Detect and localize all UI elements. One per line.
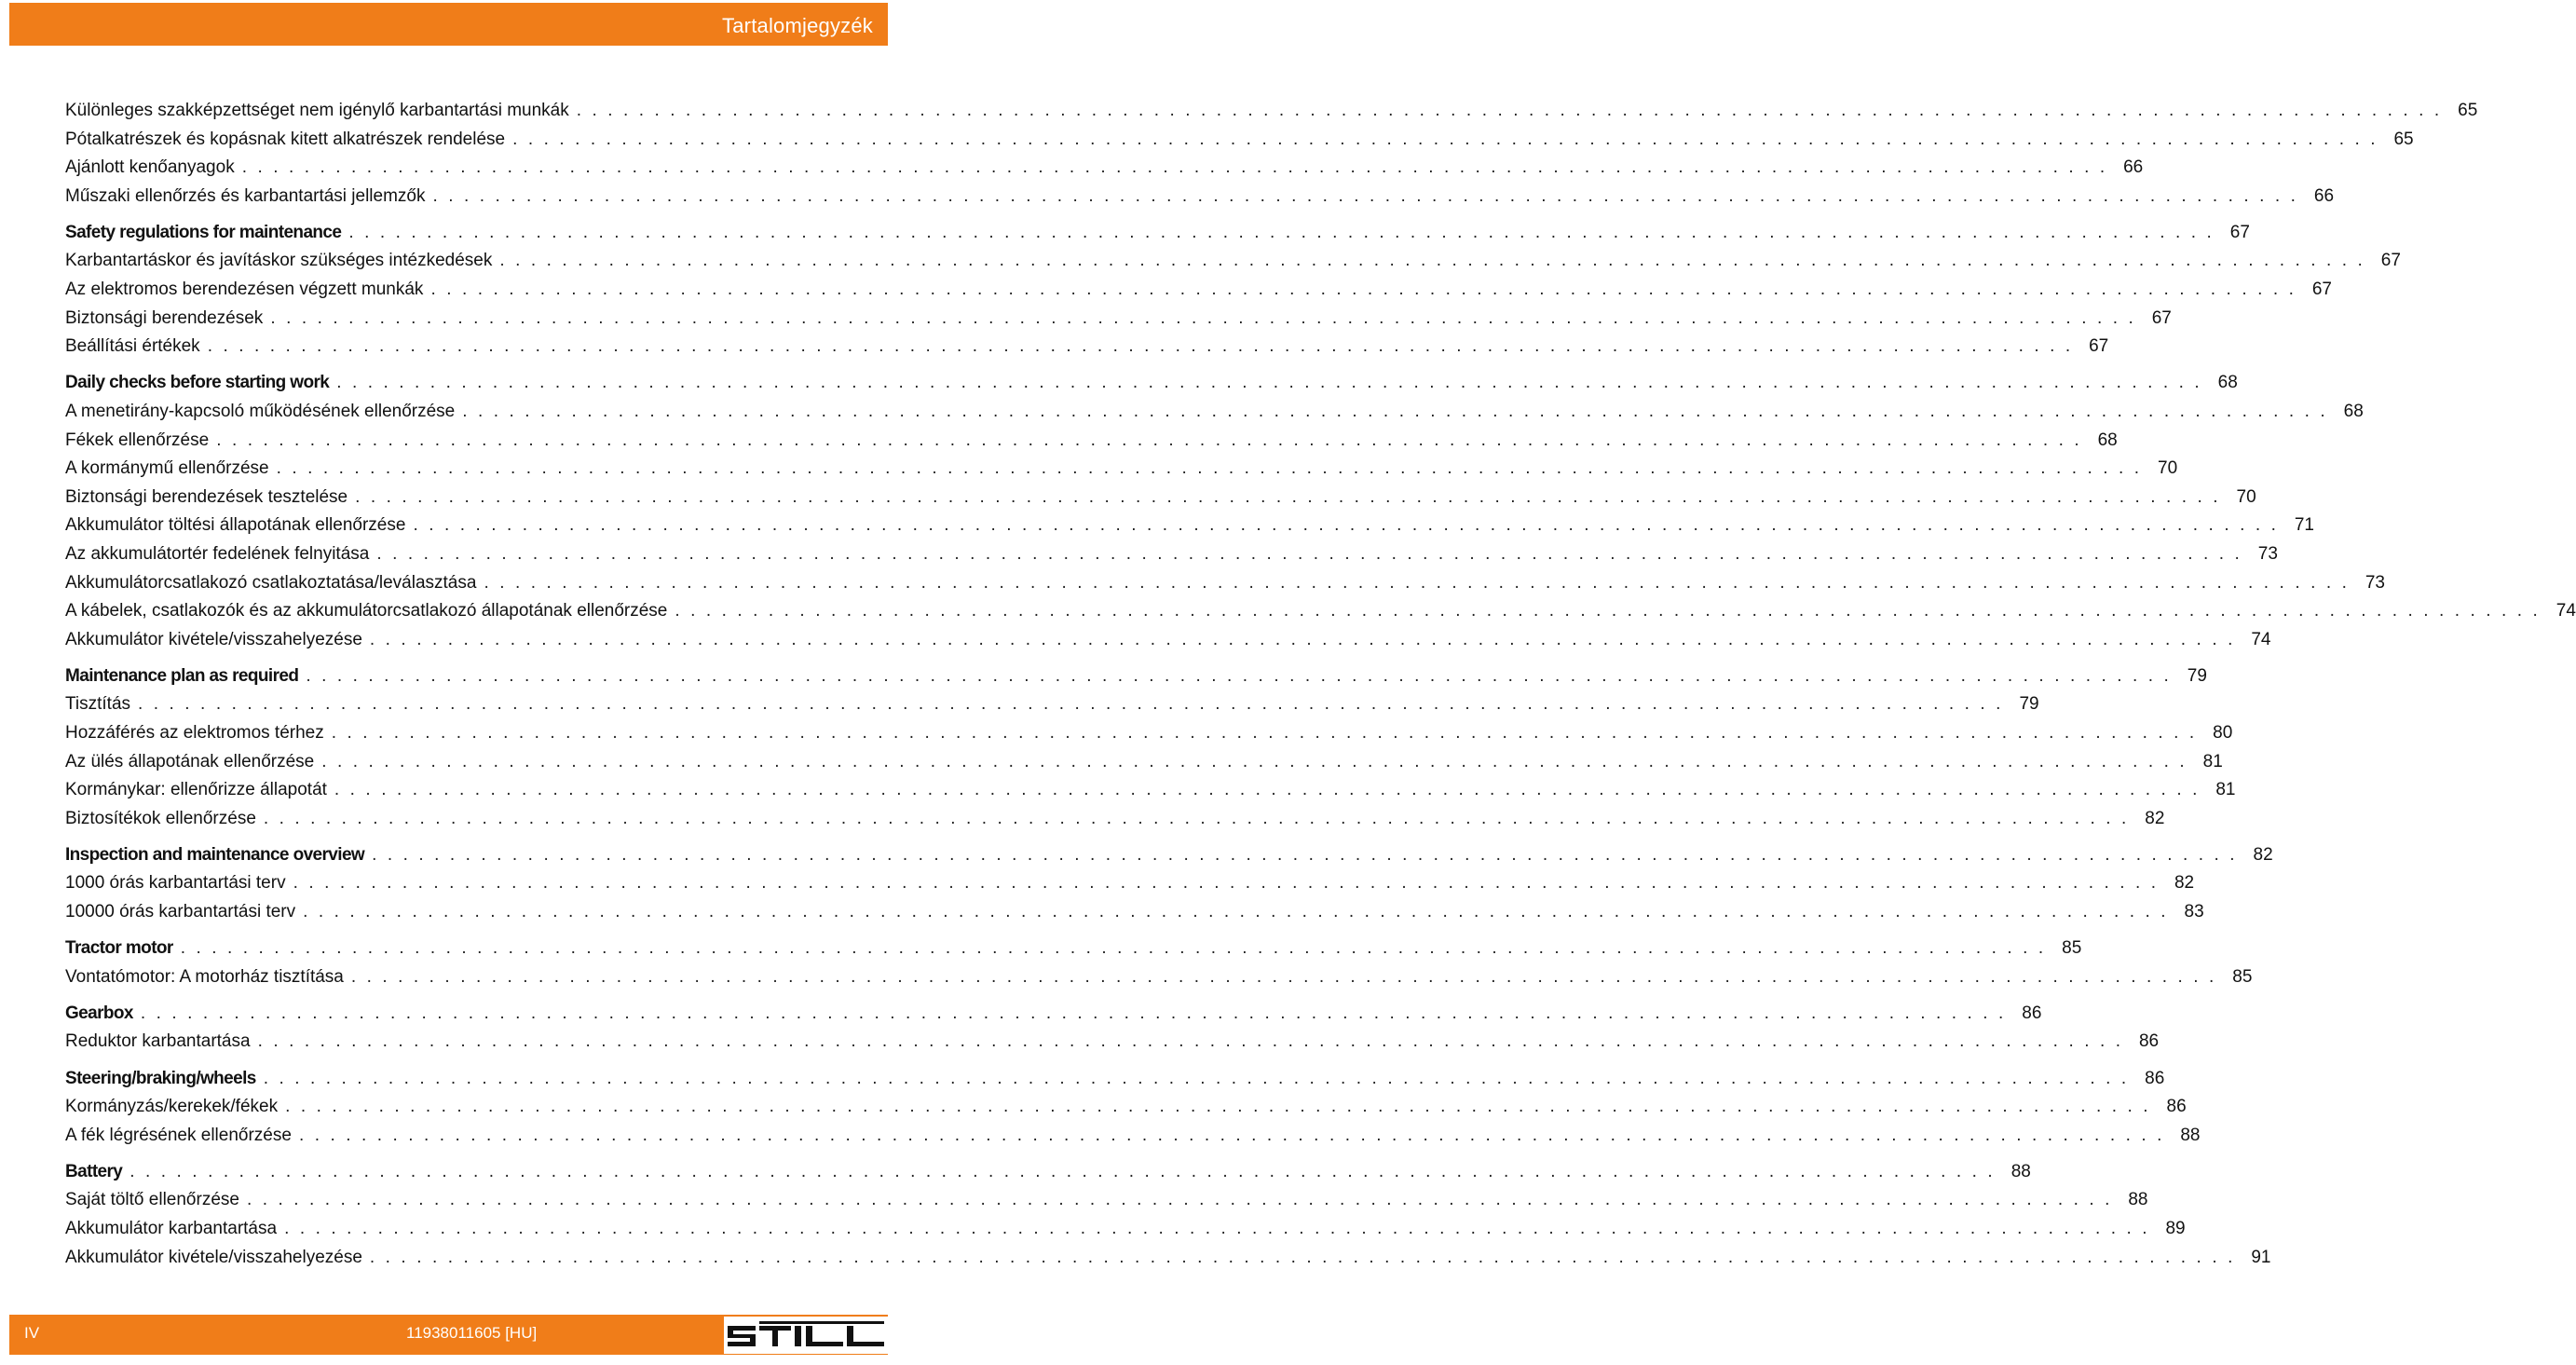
toc-leader-dots: . . . . . . . . . . . . . . . . . . . . . . . . . . . . . . . . . . . . . . . . . . . . . . . . . . . . . . . . . . . . . . . . . . . . . . . . . . . . . . . . . . . . . . . . . . . . . . . . . . . . . . . . . . . . . . . . . . . . . . . .: [675, 601, 2541, 621]
toc-entry-page: 79: [2019, 694, 2039, 715]
toc-entry-title: A kormánymű ellenőrzése: [65, 458, 269, 479]
toc-entry-page: 86: [2022, 1003, 2042, 1023]
toc-entry[interactable]: [65, 333, 2109, 362]
toc-entry[interactable]: [65, 455, 2178, 484]
toc-entry-page: 79: [2187, 665, 2207, 686]
footer-bar: [9, 1315, 888, 1355]
toc-entry-title: Az elektromos berendezésen végzett munkák: [65, 280, 424, 300]
toc-entry[interactable]: [65, 776, 2236, 805]
toc-entry-page: 82: [2145, 808, 2165, 828]
toc-entry-title: Kormányzás/kerekek/fékek: [65, 1097, 279, 1117]
toc-entry[interactable]: [65, 748, 2223, 777]
toc-section-heading[interactable]: [65, 935, 2082, 963]
table-of-contents: [65, 97, 2576, 1272]
toc-leader-dots: . . . . . . . . . . . . . . . . . . . . . . . . . . . . . . . . . . . . . . . . . . . . . . . . . . . . . . . . . . . . . . . . . . . . . . . . . . . . . . . . . . . . . . . . . . . . . . . . . . . . . . . . . . . . . . . . . . . . . . . .: [180, 938, 2047, 959]
toc-entry-title: A menetirány-kapcsoló működésének ellenőrzése: [65, 401, 456, 421]
toc-entry-title: Ajánlott kenőanyagok: [65, 157, 235, 178]
footer-document-number: 11938011605 [HU]: [406, 1324, 538, 1342]
toc-entry-title: Különleges szakképzettséget nem igénylő karbantartási munkák: [65, 101, 569, 120]
toc-entry[interactable]: [65, 540, 2278, 569]
toc-entry[interactable]: [65, 1093, 2187, 1122]
toc-leader-dots: . . . . . . . . . . . . . . . . . . . . . . . . . . . . . . . . . . . . . . . . . . . . . . . . . . . . . . . . . . . . . . . . . . . . . . . . . . . . . . . . . . . . . . . . . . . . . . . . . . . . . . . . . . . . . . . . . . . . . . . .: [350, 966, 2217, 987]
toc-entry[interactable]: [65, 805, 2165, 834]
toc-leader-dots: . . . . . . . . . . . . . . . . . . . . . . . . . . . . . . . . . . . . . . . . . . . . . . . . . . . . . . . . . . . . . . . . . . . . . . . . . . . . . . . . . . . . . . . . . . . . . . . . . . . . . . . . . . . . . . . . . . . . . . . .: [499, 251, 2365, 271]
toc-entry-title: Inspection and maintenance overview: [65, 844, 365, 865]
toc-entry-page: 88: [2010, 1161, 2031, 1181]
toc-entry-title: Akkumulátorcsatlakozó csatlakoztatása/leválasztása: [65, 572, 477, 593]
toc-entry-title: Biztonsági berendezések: [65, 307, 264, 328]
page-title: Tartalomjegyzék: [722, 14, 873, 37]
toc-entry-page: 83: [2184, 902, 2204, 922]
toc-entry-title: Safety regulations for maintenance: [65, 222, 342, 242]
toc-entry-page: 73: [2257, 543, 2278, 564]
toc-entry[interactable]: [65, 154, 2144, 183]
toc-leader-dots: . . . . . . . . . . . . . . . . . . . . . . . . . . . . . . . . . . . . . . . . . . . . . . . . . . . . . . . . . . . . . . . . . . . . . . . . . . . . . . . . . . . . . . . . . . . . . . . . . . . . . . . . . . . . . . . . . . . . . . . .: [336, 373, 2202, 393]
toc-entry-page: 74: [2251, 629, 2271, 649]
toc-leader-dots: . . . . . . . . . . . . . . . . . . . . . . . . . . . . . . . . . . . . . . . . . . . . . . . . . . . . . . . . . . . . . . . . . . . . . . . . . . . . . . . . . . . . . . . . . . . . . . . . . . . . . . . . . . . . . . . . . . . . . . . .: [270, 307, 2136, 328]
toc-entry[interactable]: [65, 1122, 2201, 1151]
toc-leader-dots: . . . . . . . . . . . . . . . . . . . . . . . . . . . . . . . . . . . . . . . . . . . . . . . . . . . . . . . . . . . . . . . . . . . . . . . . . . . . . . . . . . . . . . . . . . . . . . . . . . . . . . . . . . . . . . . . . . . . . . . .: [355, 486, 2221, 507]
toc-leader-dots: . . . . . . . . . . . . . . . . . . . . . . . . . . . . . . . . . . . . . . . . . . . . . . . . . . . . . . . . . . . . . . . . . . . . . . . . . . . . . . . . . . . . . . . . . . . . . . . . . . . . . . . . . . . . . . . . . . . . . . . .: [257, 1031, 2124, 1052]
toc-entry-title: Reduktor karbantartása: [65, 1031, 251, 1052]
toc-entry-page: 74: [2556, 601, 2576, 621]
toc-entry-page: 80: [2213, 722, 2233, 743]
toc-entry-title: Akkumulátor kivétele/visszahelyezése: [65, 1247, 362, 1267]
toc-entry-page: 70: [2236, 486, 2256, 507]
toc-leader-dots: . . . . . . . . . . . . . . . . . . . . . . . . . . . . . . . . . . . . . . . . . . . . . . . . . . . . . . . . . . . . . . . . . . . . . . . . . . . . . . . . . . . . . . . . . . . . . . . . . . . . . . . . . . . . . . . . . . . . . . . .: [138, 694, 2004, 715]
toc-leader-dots: . . . . . . . . . . . . . . . . . . . . . . . . . . . . . . . . . . . . . . . . . . . . . . . . . . . . . . . . . . . . . . . . . . . . . . . . . . . . . . . . . . . . . . . . . . . . . . . . . . . . . . . . . . . . . . . . . . . . . . . .: [246, 1190, 2113, 1210]
toc-entry-title: Akkumulátor kivétele/visszahelyezése: [65, 629, 362, 649]
toc-leader-dots: . . . . . . . . . . . . . . . . . . . . . . . . . . . . . . . . . . . . . . . . . . . . . . . . . . . . . . . . . . . . . . . . . . . . . . . . . . . . . . . . . . . . . . . . . . . . . . . . . . . . . . . . . . . . . . . . . . . . . . . .: [331, 722, 2198, 743]
toc-leader-dots: . . . . . . . . . . . . . . . . . . . . . . . . . . . . . . . . . . . . . . . . . . . . . . . . . . . . . . . . . . . . . . . . . . . . . . . . . . . . . . . . . . . . . . . . . . . . . . . . . . . . . . . . . . . . . . . . . . . . . . . .: [140, 1003, 2007, 1023]
toc-entry-page: 66: [2313, 185, 2335, 206]
toc-section-heading[interactable]: [65, 1158, 2031, 1187]
toc-entry-page: 81: [2215, 780, 2236, 800]
toc-leader-dots: . . . . . . . . . . . . . . . . . . . . . . . . . . . . . . . . . . . . . . . . . . . . . . . . . . . . . . . . . . . . . . . . . . . . . . . . . . . . . . . . . . . . . . . . . . . . . . . . . . . . . . . . . . . . . . . . . . . . . . . .: [321, 751, 2188, 771]
toc-leader-dots: . . . . . . . . . . . . . . . . . . . . . . . . . . . . . . . . . . . . . . . . . . . . . . . . . . . . . . . . . . . . . . . . . . . . . . . . . . . . . . . . . . . . . . . . . . . . . . . . . . . . . . . . . . . . . . . . . . . . . . . .: [303, 902, 2169, 922]
footer-page-number: IV: [24, 1324, 40, 1342]
toc-entry[interactable]: [65, 305, 2172, 334]
toc-entry-title: Az ülés állapotának ellenőrzése: [65, 751, 315, 771]
toc-leader-dots: . . . . . . . . . . . . . . . . . . . . . . . . . . . . . . . . . . . . . . . . . . . . . . . . . . . . . . . . . . . . . . . . . . . . . . . . . . . . . . . . . . . . . . . . . . . . . . . . . . . . . . . . . . . . . . . . . . . . . . . .: [298, 1125, 2165, 1145]
toc-leader-dots: . . . . . . . . . . . . . . . . . . . . . . . . . . . . . . . . . . . . . . . . . . . . . . . . . . . . . . . . . . . . . . . . . . . . . . . . . . . . . . . . . . . . . . . . . . . . . . . . . . . . . . . . . . . . . . . . . . . . . . . .: [576, 101, 2443, 120]
toc-leader-dots: . . . . . . . . . . . . . . . . . . . . . . . . . . . . . . . . . . . . . . . . . . . . . . . . . . . . . . . . . . . . . . . . . . . . . . . . . . . . . . . . . . . . . . . . . . . . . . . . . . . . . . . . . . . . . . . . . . . . . . . .: [372, 844, 2238, 865]
toc-entry-page: 88: [2180, 1125, 2201, 1145]
toc-entry[interactable]: [65, 1244, 2271, 1273]
toc-entry[interactable]: [65, 719, 2233, 748]
toc-entry-title: Maintenance plan as required: [65, 665, 299, 686]
toc-section-heading[interactable]: [65, 219, 2250, 248]
toc-entry-page: 86: [2138, 1031, 2160, 1052]
toc-section-heading[interactable]: [65, 1000, 2042, 1029]
toc-entry-title: Akkumulátor karbantartása: [65, 1218, 278, 1238]
toc-leader-dots: . . . . . . . . . . . . . . . . . . . . . . . . . . . . . . . . . . . . . . . . . . . . . . . . . . . . . . . . . . . . . . . . . . . . . . . . . . . . . . . . . . . . . . . . . . . . . . . . . . . . . . . . . . . . . . . . . . . . . . . .: [129, 1161, 1996, 1181]
toc-entry[interactable]: [65, 247, 2401, 276]
toc-leader-dots: . . . . . . . . . . . . . . . . . . . . . . . . . . . . . . . . . . . . . . . . . . . . . . . . . . . . . . . . . . . . . . . . . . . . . . . . . . . . . . . . . . . . . . . . . . . . . . . . . . . . . . . . . . . . . . . . . . . . . . . .: [285, 1097, 2151, 1117]
toc-entry-page: 71: [2294, 515, 2314, 536]
toc-entry-page: 68: [2217, 373, 2238, 393]
toc-entry-title: Battery: [65, 1161, 123, 1181]
toc-entry-title: Biztonsági berendezések tesztelése: [65, 486, 348, 507]
toc-entry[interactable]: [65, 597, 2576, 626]
toc-entry-title: Kormánykar: ellenőrizze állapotát: [65, 780, 327, 800]
toc-entry-title: Steering/braking/wheels: [65, 1068, 256, 1088]
toc-entry-page: 68: [2343, 401, 2364, 421]
toc-entry[interactable]: [65, 1028, 2160, 1057]
toc-entry-page: 66: [2123, 157, 2144, 178]
toc-entry-page: 85: [2232, 966, 2253, 987]
still-logo: [724, 1318, 886, 1354]
toc-entry-page: 67: [2380, 251, 2401, 271]
toc-entry-title: Daily checks before starting work: [65, 373, 330, 393]
toc-entry[interactable]: [65, 276, 2332, 305]
toc-entry-title: Gearbox: [65, 1003, 133, 1023]
toc-leader-dots: . . . . . . . . . . . . . . . . . . . . . . . . . . . . . . . . . . . . . . . . . . . . . . . . . . . . . . . . . . . . . . . . . . . . . . . . . . . . . . . . . . . . . . . . . . . . . . . . . . . . . . . . . . . . . . . . . . . . . . . .: [484, 572, 2350, 593]
toc-section-heading[interactable]: [65, 369, 2238, 398]
toc-entry-title: Biztosítékok ellenőrzése: [65, 808, 256, 828]
toc-entry-title: 10000 órás karbantartási terv: [65, 902, 296, 922]
toc-leader-dots: . . . . . . . . . . . . . . . . . . . . . . . . . . . . . . . . . . . . . . . . . . . . . . . . . . . . . . . . . . . . . . . . . . . . . . . . . . . . . . . . . . . . . . . . . . . . . . . . . . . . . . . . . . . . . . . . . . . . . . . .: [263, 1068, 2130, 1088]
toc-leader-dots: . . . . . . . . . . . . . . . . . . . . . . . . . . . . . . . . . . . . . . . . . . . . . . . . . . . . . . . . . . . . . . . . . . . . . . . . . . . . . . . . . . . . . . . . . . . . . . . . . . . . . . . . . . . . . . . . . . . . . . . .: [216, 430, 2082, 450]
toc-leader-dots: . . . . . . . . . . . . . . . . . . . . . . . . . . . . . . . . . . . . . . . . . . . . . . . . . . . . . . . . . . . . . . . . . . . . . . . . . . . . . . . . . . . . . . . . . . . . . . . . . . . . . . . . . . . . . . . . . . . . . . . .: [369, 1247, 2236, 1267]
toc-entry-title: Akkumulátor töltési állapotának ellenőrzése: [65, 515, 406, 536]
toc-section-heading[interactable]: [65, 1065, 2165, 1094]
toc-entry-title: Pótalkatrészek és kopásnak kitett alkatrészek rendelése: [65, 129, 506, 149]
toc-leader-dots: . . . . . . . . . . . . . . . . . . . . . . . . . . . . . . . . . . . . . . . . . . . . . . . . . . . . . . . . . . . . . . . . . . . . . . . . . . . . . . . . . . . . . . . . . . . . . . . . . . . . . . . . . . . . . . . . . . . . . . . .: [293, 873, 2160, 894]
toc-entry-title: Vontatómotor: A motorház tisztítása: [65, 966, 344, 987]
toc-entry[interactable]: [65, 1215, 2186, 1244]
toc-entry-page: 89: [2165, 1218, 2186, 1238]
toc-entry-page: 68: [2097, 430, 2118, 450]
toc-entry-title: Karbantartáskor és javításkor szükséges intézkedések: [65, 251, 493, 271]
toc-entry[interactable]: [65, 484, 2256, 512]
toc-entry-page: 86: [2166, 1097, 2187, 1117]
toc-entry-page: 82: [2253, 844, 2273, 865]
toc-section-heading[interactable]: [65, 662, 2207, 691]
toc-entry-page: 67: [2311, 280, 2332, 300]
toc-entry[interactable]: [65, 690, 2039, 719]
toc-entry[interactable]: [65, 427, 2118, 456]
toc-entry-title: Fékek ellenőrzése: [65, 430, 210, 450]
header-bar: [9, 3, 888, 46]
toc-entry[interactable]: [65, 569, 2385, 598]
toc-entry[interactable]: [65, 869, 2195, 898]
toc-section-heading[interactable]: [65, 841, 2273, 870]
toc-leader-dots: . . . . . . . . . . . . . . . . . . . . . . . . . . . . . . . . . . . . . . . . . . . . . . . . . . . . . . . . . . . . . . . . . . . . . . . . . . . . . . . . . . . . . . . . . . . . . . . . . . . . . . . . . . . . . . . . . . . . . . . .: [432, 185, 2299, 206]
toc-entry-title: A kábelek, csatlakozók és az akkumulátorcsatlakozó állapotának ellenőrzése: [65, 601, 668, 621]
toc-entry-title: Hozzáférés az elektromos térhez: [65, 722, 324, 743]
toc-leader-dots: . . . . . . . . . . . . . . . . . . . . . . . . . . . . . . . . . . . . . . . . . . . . . . . . . . . . . . . . . . . . . . . . . . . . . . . . . . . . . . . . . . . . . . . . . . . . . . . . . . . . . . . . . . . . . . . . . . . . . . . .: [207, 336, 2074, 357]
toc-entry-page: 65: [2393, 129, 2414, 149]
toc-entry-page: 86: [2145, 1068, 2165, 1088]
toc-leader-dots: . . . . . . . . . . . . . . . . . . . . . . . . . . . . . . . . . . . . . . . . . . . . . . . . . . . . . . . . . . . . . . . . . . . . . . . . . . . . . . . . . . . . . . . . . . . . . . . . . . . . . . . . . . . . . . . . . . . . . . . .: [334, 780, 2201, 800]
toc-entry-page: 85: [2062, 938, 2082, 959]
toc-entry-title: Tractor motor: [65, 938, 173, 959]
toc-entry-title: Az akkumulátortér fedelének felnyitása: [65, 543, 370, 564]
toc-entry-title: 1000 órás karbantartási terv: [65, 873, 286, 894]
toc-leader-dots: . . . . . . . . . . . . . . . . . . . . . . . . . . . . . . . . . . . . . . . . . . . . . . . . . . . . . . . . . . . . . . . . . . . . . . . . . . . . . . . . . . . . . . . . . . . . . . . . . . . . . . . . . . . . . . . . . . . . . . . .: [276, 458, 2143, 479]
toc-entry-title: Saját töltő ellenőrzése: [65, 1190, 239, 1210]
toc-entry-title: Műszaki ellenőrzés és karbantartási jellemzők: [65, 185, 426, 206]
toc-leader-dots: . . . . . . . . . . . . . . . . . . . . . . . . . . . . . . . . . . . . . . . . . . . . . . . . . . . . . . . . . . . . . . . . . . . . . . . . . . . . . . . . . . . . . . . . . . . . . . . . . . . . . . . . . . . . . . . . . . . . . . . .: [413, 515, 2279, 536]
toc-entry-page: 82: [2174, 873, 2195, 894]
toc-leader-dots: . . . . . . . . . . . . . . . . . . . . . . . . . . . . . . . . . . . . . . . . . . . . . . . . . . . . . . . . . . . . . . . . . . . . . . . . . . . . . . . . . . . . . . . . . . . . . . . . . . . . . . . . . . . . . . . . . . . . . . . .: [369, 629, 2236, 649]
toc-entry[interactable]: [65, 963, 2253, 992]
toc-entry-title: Tisztítás: [65, 694, 131, 715]
toc-entry-page: 65: [2458, 101, 2478, 120]
toc-leader-dots: . . . . . . . . . . . . . . . . . . . . . . . . . . . . . . . . . . . . . . . . . . . . . . . . . . . . . . . . . . . . . . . . . . . . . . . . . . . . . . . . . . . . . . . . . . . . . . . . . . . . . . . . . . . . . . . . . . . . . . . .: [348, 222, 2215, 242]
toc-entry[interactable]: [65, 183, 2335, 212]
toc-leader-dots: . . . . . . . . . . . . . . . . . . . . . . . . . . . . . . . . . . . . . . . . . . . . . . . . . . . . . . . . . . . . . . . . . . . . . . . . . . . . . . . . . . . . . . . . . . . . . . . . . . . . . . . . . . . . . . . . . . . . . . . .: [512, 129, 2378, 149]
toc-entry-page: 67: [2151, 307, 2172, 328]
toc-entry-page: 70: [2158, 458, 2178, 479]
toc-entry-title: Beállítási értékek: [65, 336, 200, 357]
toc-leader-dots: . . . . . . . . . . . . . . . . . . . . . . . . . . . . . . . . . . . . . . . . . . . . . . . . . . . . . . . . . . . . . . . . . . . . . . . . . . . . . . . . . . . . . . . . . . . . . . . . . . . . . . . . . . . . . . . . . . . . . . . .: [306, 665, 2172, 686]
toc-entry-page: 67: [2229, 222, 2250, 242]
toc-leader-dots: . . . . . . . . . . . . . . . . . . . . . . . . . . . . . . . . . . . . . . . . . . . . . . . . . . . . . . . . . . . . . . . . . . . . . . . . . . . . . . . . . . . . . . . . . . . . . . . . . . . . . . . . . . . . . . . . . . . . . . . .: [263, 808, 2130, 828]
toc-entry-title: A fék légrésének ellenőrzése: [65, 1125, 292, 1145]
toc-entry-page: 73: [2365, 572, 2385, 593]
toc-entry-page: 88: [2128, 1190, 2148, 1210]
toc-leader-dots: . . . . . . . . . . . . . . . . . . . . . . . . . . . . . . . . . . . . . . . . . . . . . . . . . . . . . . . . . . . . . . . . . . . . . . . . . . . . . . . . . . . . . . . . . . . . . . . . . . . . . . . . . . . . . . . . . . . . . . . .: [376, 543, 2242, 564]
toc-entry[interactable]: [65, 126, 2414, 155]
toc-entry-page: 81: [2202, 751, 2223, 771]
toc-entry[interactable]: [65, 626, 2271, 655]
toc-leader-dots: . . . . . . . . . . . . . . . . . . . . . . . . . . . . . . . . . . . . . . . . . . . . . . . . . . . . . . . . . . . . . . . . . . . . . . . . . . . . . . . . . . . . . . . . . . . . . . . . . . . . . . . . . . . . . . . . . . . . . . . .: [284, 1218, 2150, 1238]
toc-entry[interactable]: [65, 898, 2204, 927]
logo-container: [724, 1317, 888, 1354]
toc-entry[interactable]: [65, 1186, 2148, 1215]
toc-entry[interactable]: [65, 97, 2478, 126]
toc-entry[interactable]: [65, 398, 2364, 427]
toc-entry-page: 67: [2089, 336, 2109, 357]
toc-entry[interactable]: [65, 512, 2314, 540]
toc-entry-page: 91: [2251, 1247, 2271, 1267]
toc-leader-dots: . . . . . . . . . . . . . . . . . . . . . . . . . . . . . . . . . . . . . . . . . . . . . . . . . . . . . . . . . . . . . . . . . . . . . . . . . . . . . . . . . . . . . . . . . . . . . . . . . . . . . . . . . . . . . . . . . . . . . . . .: [462, 401, 2328, 421]
toc-leader-dots: . . . . . . . . . . . . . . . . . . . . . . . . . . . . . . . . . . . . . . . . . . . . . . . . . . . . . . . . . . . . . . . . . . . . . . . . . . . . . . . . . . . . . . . . . . . . . . . . . . . . . . . . . . . . . . . . . . . . . . . .: [241, 157, 2108, 178]
toc-leader-dots: . . . . . . . . . . . . . . . . . . . . . . . . . . . . . . . . . . . . . . . . . . . . . . . . . . . . . . . . . . . . . . . . . . . . . . . . . . . . . . . . . . . . . . . . . . . . . . . . . . . . . . . . . . . . . . . . . . . . . . . .: [430, 280, 2297, 300]
